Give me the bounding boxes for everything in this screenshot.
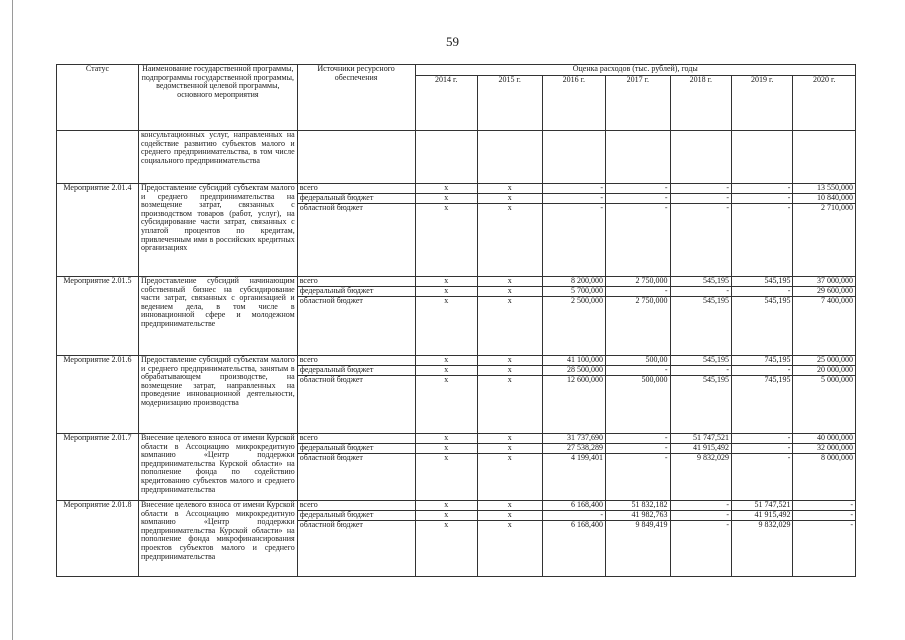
source-cell: областной бюджет xyxy=(297,376,415,434)
page-number: 59 xyxy=(446,34,459,49)
status-cell: Мероприятие 2.01.4 xyxy=(57,184,139,277)
value-cell: х xyxy=(477,511,542,521)
source-cell: всего xyxy=(297,501,415,511)
value-cell: 2 710,000 xyxy=(793,204,856,277)
value-cell: - xyxy=(732,434,793,444)
value-cell: - xyxy=(670,366,731,376)
status-cell: Мероприятие 2.01.7 xyxy=(57,434,139,501)
table-row xyxy=(57,356,856,366)
value-cell: - xyxy=(542,511,606,521)
value-cell: 25 000,000 xyxy=(793,356,856,366)
value-cell: - xyxy=(793,511,856,521)
value-cell: 41 915,492 xyxy=(670,444,731,454)
name-cell: Внесение целевого взноса от имени Курской области в Ассоциацию микрокредитную компанию «Центр поддержки предпринимательства Курской области» на пополнение фонда микрофинансирования проектов субъектов малого и среднего предпринимательства xyxy=(138,501,297,577)
value-cell: - xyxy=(732,204,793,277)
status-cell: Мероприятие 2.01.5 xyxy=(57,277,139,356)
source-cell: всего xyxy=(297,356,415,366)
value-cell: х xyxy=(415,444,477,454)
header-year: 2020 г. xyxy=(793,76,856,131)
value-cell: 51 747,521 xyxy=(670,434,731,444)
source-cell: федеральный бюджет xyxy=(297,366,415,376)
header-year: 2016 г. xyxy=(542,76,606,131)
value-cell: х xyxy=(477,204,542,277)
value-cell: х xyxy=(415,204,477,277)
value-cell: х xyxy=(415,356,477,366)
table-row xyxy=(57,434,856,444)
source-cell: всего xyxy=(297,277,415,287)
value-cell: х xyxy=(477,277,542,287)
value-cell: х xyxy=(415,277,477,287)
value-cell: 9 849,419 xyxy=(606,521,671,577)
value-cell: - xyxy=(732,454,793,501)
value-cell: х xyxy=(477,454,542,501)
value-cell: 6 168,400 xyxy=(542,501,606,511)
value-cell: х xyxy=(415,434,477,444)
value-cell: х xyxy=(415,511,477,521)
continuation-row xyxy=(57,131,856,184)
value-cell: - xyxy=(670,501,731,511)
value-cell: 10 840,000 xyxy=(793,194,856,204)
value-cell: - xyxy=(793,521,856,577)
value-cell: 41 982,763 xyxy=(606,511,671,521)
value-cell: 13 550,000 xyxy=(793,184,856,194)
value-cell: - xyxy=(732,444,793,454)
name-cell: Предоставление субсидий субъектам малого и среднего предпринимательства, занятым в обрабатывающем производстве, на возмещение затрат, направленных на проведение инновационной деятельности, модернизацию производства xyxy=(138,356,297,434)
value-cell: - xyxy=(670,287,731,297)
source-cell: всего xyxy=(297,184,415,194)
value-cell: х xyxy=(415,521,477,577)
value-cell: - xyxy=(670,521,731,577)
value-cell: - xyxy=(606,454,671,501)
value-cell: - xyxy=(606,434,671,444)
value-cell: х xyxy=(477,184,542,194)
value-cell: х xyxy=(415,376,477,434)
value-cell: х xyxy=(477,434,542,444)
value-cell: - xyxy=(732,184,793,194)
value-cell: 29 600,000 xyxy=(793,287,856,297)
value-cell: 500,00 xyxy=(606,356,671,366)
value-cell: 31 737,690 xyxy=(542,434,606,444)
value-cell: 28 500,000 xyxy=(542,366,606,376)
value-cell: х xyxy=(477,297,542,356)
value-cell: 12 600,000 xyxy=(542,376,606,434)
header-year: 2019 г. xyxy=(732,76,793,131)
value-cell: 27 538,289 xyxy=(542,444,606,454)
value-cell: х xyxy=(415,194,477,204)
value-cell: 5 700,000 xyxy=(542,287,606,297)
value-cell: - xyxy=(542,194,606,204)
source-cell: областной бюджет xyxy=(297,204,415,277)
budget-table xyxy=(56,64,856,577)
value-cell: х xyxy=(415,366,477,376)
value-cell: 6 168,400 xyxy=(542,521,606,577)
name-cell: Внесение целевого взноса от имени Курской области в Ассоциацию микрокредитную компанию «Центр поддержки предпринимательства Курской области» на пополнение фонда по содействию кредитованию субъектов малого и среднего предпринимательства xyxy=(138,434,297,501)
value-cell: 745,195 xyxy=(732,356,793,366)
value-cell: - xyxy=(606,366,671,376)
header-status: Статус xyxy=(57,65,139,131)
value-cell: 41 100,000 xyxy=(542,356,606,366)
value-cell: - xyxy=(670,511,731,521)
source-cell: федеральный бюджет xyxy=(297,511,415,521)
value-cell: 500,000 xyxy=(606,376,671,434)
value-cell: - xyxy=(732,287,793,297)
status-cell xyxy=(57,131,139,184)
value-cell: 51 832,182 xyxy=(606,501,671,511)
value-cell: 8 200,000 xyxy=(542,277,606,287)
value-cell: х xyxy=(477,444,542,454)
value-cell: х xyxy=(477,501,542,511)
value-cell: 7 400,000 xyxy=(793,297,856,356)
value-cell: 2 500,000 xyxy=(542,297,606,356)
value-cell: 9 832,029 xyxy=(732,521,793,577)
value-cell: х xyxy=(477,521,542,577)
header-year: 2017 г. xyxy=(606,76,671,131)
value-cell: 545,195 xyxy=(670,356,731,366)
value-cell: 37 000,000 xyxy=(793,277,856,287)
value-cell: 41 915,492 xyxy=(732,511,793,521)
value-cell: 5 000,000 xyxy=(793,376,856,434)
status-cell: Мероприятие 2.01.6 xyxy=(57,356,139,434)
value-cell: 545,195 xyxy=(732,297,793,356)
value-cell: 2 750,000 xyxy=(606,277,671,287)
value-cell: 745,195 xyxy=(732,376,793,434)
value-cell: 9 832,029 xyxy=(670,454,731,501)
status-cell: Мероприятие 2.01.8 xyxy=(57,501,139,577)
header-name: Наименование государственной программы, подпрограммы государственной программы, ведомственной целевой программы, основного мероприятия xyxy=(138,65,297,131)
header-sources: Источники ресурсного обеспечения xyxy=(297,65,415,131)
value-cell: - xyxy=(542,204,606,277)
source-cell: федеральный бюджет xyxy=(297,194,415,204)
name-cell: Предоставление субсидий начинающим собственный бизнес на субсидирование части затрат, связанных с организацией и ведением дела, в том числе в инновационной сфере и молодежном предпринимательстве xyxy=(138,277,297,356)
value-cell: - xyxy=(606,444,671,454)
value-cell: 40 000,000 xyxy=(793,434,856,444)
table-row xyxy=(57,501,856,511)
value-cell: 20 000,000 xyxy=(793,366,856,376)
value-cell: - xyxy=(606,204,671,277)
table-row xyxy=(57,184,856,194)
value-cell: х xyxy=(415,287,477,297)
header-estimate: Оценка расходов (тыс. рублей), годы xyxy=(415,65,856,76)
table-row xyxy=(57,277,856,287)
source-cell: федеральный бюджет xyxy=(297,444,415,454)
value-cell: х xyxy=(477,366,542,376)
value-cell: - xyxy=(732,194,793,204)
value-cell: - xyxy=(542,184,606,194)
header-year: 2018 г. xyxy=(670,76,731,131)
source-cell: областной бюджет xyxy=(297,521,415,577)
value-cell: 4 199,401 xyxy=(542,454,606,501)
value-cell: 32 000,000 xyxy=(793,444,856,454)
value-cell: 545,195 xyxy=(670,376,731,434)
value-cell: - xyxy=(606,287,671,297)
value-cell: 2 750,000 xyxy=(606,297,671,356)
source-cell: областной бюджет xyxy=(297,297,415,356)
value-cell: 8 000,000 xyxy=(793,454,856,501)
source-cell: федеральный бюджет xyxy=(297,287,415,297)
source-cell: областной бюджет xyxy=(297,454,415,501)
source-cell: всего xyxy=(297,434,415,444)
value-cell: - xyxy=(606,194,671,204)
name-cell: консультационных услуг, направленных на содействие развитию субъектов малого и среднего предпринимательства, в том числе социального предпринимательства xyxy=(138,131,297,184)
scan-edge-line xyxy=(12,0,13,640)
value-cell: - xyxy=(793,501,856,511)
value-cell: х xyxy=(415,297,477,356)
value-cell: х xyxy=(415,501,477,511)
value-cell: - xyxy=(670,184,731,194)
value-cell: 545,195 xyxy=(670,297,731,356)
value-cell: х xyxy=(477,376,542,434)
value-cell: х xyxy=(415,454,477,501)
value-cell: х xyxy=(477,356,542,366)
header-year: 2015 г. xyxy=(477,76,542,131)
value-cell: х xyxy=(415,184,477,194)
value-cell: 545,195 xyxy=(670,277,731,287)
name-cell: Предоставление субсидий субъектам малого и среднего предпринимательства на возмещение затрат, связанных с производством товаров (работ, услуг), на субсидирование части затрат, связанных с уплатой процентов по кредитам, привлеченным ими в российских кредитных организациях xyxy=(138,184,297,277)
value-cell: х xyxy=(477,194,542,204)
value-cell: 51 747,521 xyxy=(732,501,793,511)
value-cell: - xyxy=(606,184,671,194)
value-cell: 545,195 xyxy=(732,277,793,287)
value-cell: - xyxy=(670,204,731,277)
value-cell: х xyxy=(477,287,542,297)
value-cell: - xyxy=(732,366,793,376)
value-cell: - xyxy=(670,194,731,204)
header-year: 2014 г. xyxy=(415,76,477,131)
